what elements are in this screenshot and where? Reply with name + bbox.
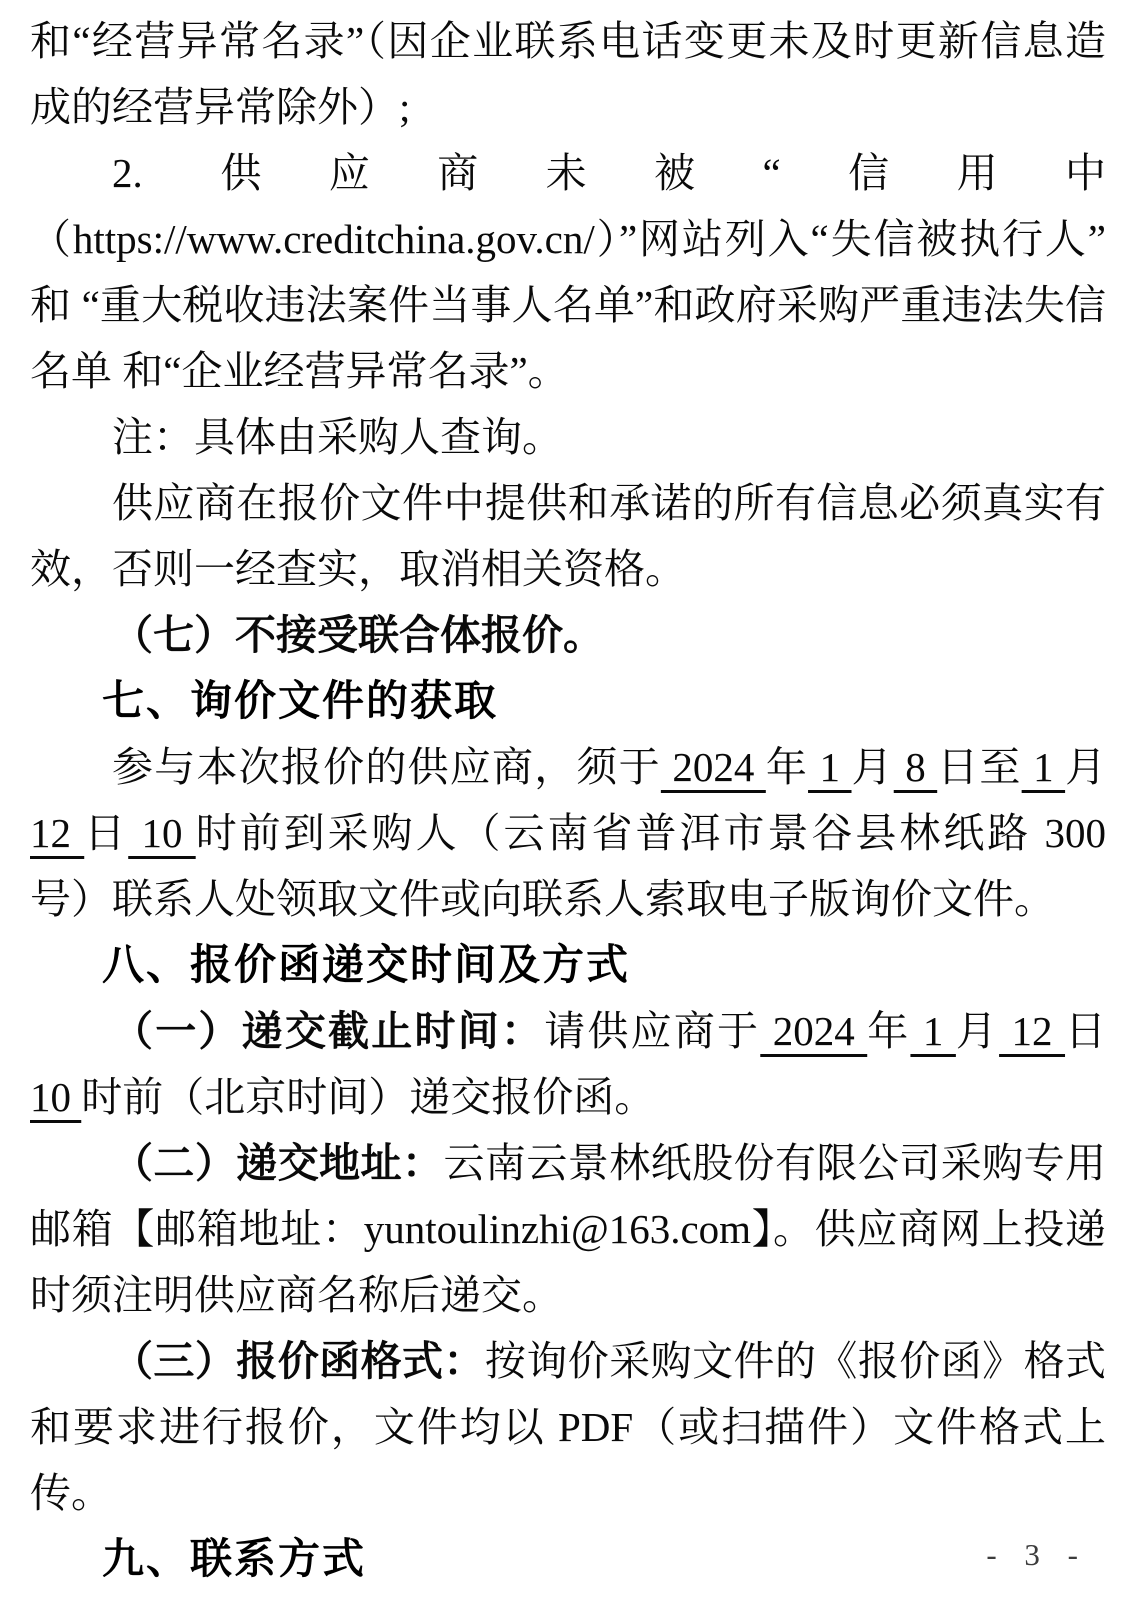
clause-2-text: 2. 供应商未被“信用中（https://www.creditchina.gov.cn/）”网站列入“失信被执行人” 和 “重大税收违法案件当事人名单”和政府采购严重违法失信名单 和“企业经营异常名录”。 — [30, 150, 1106, 394]
continuation-paragraph — [30, 8, 1106, 140]
deadline-text-1: 请供应商于 — [544, 1008, 761, 1054]
page-number: - 3 - — [986, 1537, 1088, 1572]
acquisition-text-2: 年 — [765, 744, 809, 790]
acquisition-text-5: 月 — [1065, 744, 1107, 790]
acquisition-text-7: 时前到采购人（云南省普洱市景谷县林纸路 300 号）联系人处领取文件或向联系人索取电子版询价文件。 — [30, 810, 1107, 922]
note-paragraph — [30, 404, 1106, 470]
acquisition-paragraph — [30, 734, 1106, 932]
underlined-year-value: 2024 — [660, 744, 766, 790]
deadline-paragraph — [30, 998, 1106, 1130]
acquisition-text-3: 月 — [851, 744, 894, 790]
address-paragraph — [30, 1130, 1106, 1328]
underlined-day-value-2: 12 — [30, 810, 85, 856]
underlined-day-value: 8 — [893, 744, 938, 790]
continuation-text: 和“经营异常名录”（因企业联系电话变更未及时更新信息造成的经营异常除外）; — [30, 18, 1106, 130]
note-text: 注：具体由采购人查询。 — [112, 414, 563, 460]
section-8-heading — [30, 932, 1106, 998]
section-7-title: 七、询价文件的获取 — [102, 677, 499, 724]
underlined-month-value: 1 — [808, 744, 852, 790]
acquisition-text-4: 日至 — [937, 744, 1022, 790]
underlined-hour-value-3: 10 — [30, 1074, 82, 1120]
address-text: 云南云景林纸股份有限公司采购专用邮箱【邮箱地址：yuntoulinzhi@163.com】。供应商网上投递时须注明供应商名称后递交。 — [30, 1140, 1107, 1318]
truthfulness-paragraph — [30, 470, 1106, 602]
clause-7-text: （七）不接受联合体报价。 — [112, 612, 604, 658]
deadline-text-2: 年 — [867, 1008, 911, 1054]
section-9-title: 九、联系方式 — [102, 1535, 367, 1582]
underlined-year-value-3: 2024 — [760, 1008, 868, 1054]
format-label: （三）报价函格式： — [112, 1338, 485, 1384]
format-text: 按询价采购文件的《报价函》格式和要求进行报价，文件均以 PDF（或扫描件）文件格式上传。 — [30, 1338, 1107, 1516]
address-label: （二）递交地址： — [112, 1140, 444, 1186]
acquisition-text-1: 参与本次报价的供应商，须于 — [112, 744, 661, 790]
acquisition-text-6: 日 — [84, 810, 129, 856]
truthfulness-text: 供应商在报价文件中提供和承诺的所有信息必须真实有效，否则一经查实，取消相关资格。 — [30, 480, 1106, 592]
deadline-text-5: 时前（北京时间）递交报价函。 — [81, 1074, 656, 1120]
underlined-month-value-3: 1 — [910, 1008, 956, 1054]
clause-7-paragraph — [30, 602, 1106, 668]
section-9-heading — [30, 1526, 1106, 1592]
deadline-text-3: 月 — [955, 1008, 1000, 1054]
format-paragraph — [30, 1328, 1106, 1526]
clause-2-paragraph — [30, 140, 1106, 404]
underlined-day-value-3: 12 — [999, 1008, 1066, 1054]
underlined-hour-value: 10 — [128, 810, 196, 856]
section-8-title: 八、报价函递交时间及方式 — [102, 941, 631, 988]
deadline-label: （一）递交截止时间： — [112, 1008, 545, 1054]
section-7-heading — [30, 668, 1106, 734]
deadline-text-4: 日 — [1065, 1008, 1107, 1054]
underlined-month-value-2: 1 — [1021, 744, 1066, 790]
